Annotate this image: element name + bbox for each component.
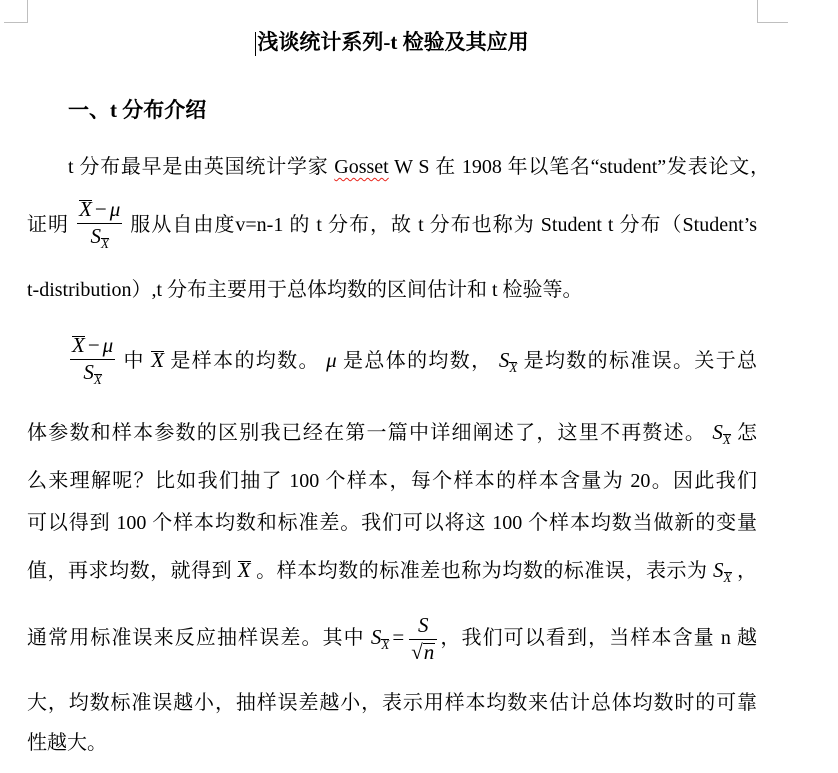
mu-symbol: μ xyxy=(109,196,121,221)
fraction-t-statistic xyxy=(77,198,122,255)
subscript-sample-mean: X xyxy=(723,570,732,585)
minus-sign: − xyxy=(87,332,100,357)
fraction-t-statistic xyxy=(70,334,115,390)
sample-mean-symbol: X xyxy=(79,196,92,221)
line-text: 性越大。 xyxy=(27,732,107,754)
minus-sign: − xyxy=(94,196,107,221)
document-title-text: 浅谈统计系列-t 检验及其应用 xyxy=(257,30,529,54)
subscript-sample-mean: X xyxy=(509,360,518,375)
line-text: ， xyxy=(731,560,757,582)
crop-mark-top-left-horizontal xyxy=(4,22,28,23)
crop-mark-top-left-vertical xyxy=(27,0,28,22)
subscript-sample-mean: X xyxy=(93,371,102,387)
line-text: 是样本的均数。 xyxy=(164,350,327,372)
line-text: 么来理解呢？比如我们抽了 100 个样本，每个样本的样本含量为 20。因此我们 xyxy=(27,470,757,492)
sample-size-symbol: n xyxy=(423,640,435,665)
std-error-symbol: S xyxy=(370,625,382,649)
std-error-subscript xyxy=(723,432,731,447)
std-error-subscript xyxy=(94,372,102,387)
paragraph-1-line-2[interactable] xyxy=(27,195,757,255)
line-text: 体参数和样本参数的区别我已经在第一篇中详细阐述了，这里不再赘述。 xyxy=(27,422,713,444)
paragraph-2-line-2[interactable] xyxy=(27,412,757,452)
paragraph-2-line-5[interactable] xyxy=(27,550,757,590)
subscript-sample-mean: X xyxy=(722,432,731,447)
std-error-subscript xyxy=(724,570,732,585)
sample-mean-symbol: X xyxy=(72,332,85,357)
section-heading-text: 一、t 分布介绍 xyxy=(68,98,207,122)
line-text: 证明 xyxy=(27,214,76,236)
paragraph-2-line-4[interactable] xyxy=(27,503,757,543)
line-text: 中 xyxy=(117,350,152,372)
paragraph-2-line-6[interactable] xyxy=(27,607,757,667)
paragraph-2-line-8[interactable] xyxy=(27,723,757,763)
line-text: 怎 xyxy=(730,422,757,444)
sample-mean-symbol: X xyxy=(237,558,251,582)
fraction-numerator xyxy=(70,334,115,359)
fraction-denominator xyxy=(409,639,437,664)
line-text: 是总体的均数， xyxy=(336,350,499,372)
mu-symbol: μ xyxy=(102,332,114,357)
line-text: 。样本均数的标准差也称为均数的标准误，表示为 xyxy=(250,560,714,582)
crop-mark-top-right-vertical xyxy=(757,0,758,22)
mu-symbol: μ xyxy=(326,348,337,372)
line-text: t 分布最早是由英国统计学家 xyxy=(68,156,335,178)
std-error-symbol: S xyxy=(498,348,510,372)
std-error-symbol: S xyxy=(83,359,94,384)
std-error-subscript xyxy=(381,637,389,652)
subscript-sample-mean: X xyxy=(381,637,390,652)
paragraph-2-line-1[interactable] xyxy=(68,330,757,390)
paragraph-1-line-1[interactable] xyxy=(68,147,770,187)
sample-mean-symbol: X xyxy=(151,348,165,372)
line-text: 是均数的标准误。关于总 xyxy=(517,350,757,372)
equals-sign: = xyxy=(392,625,405,649)
paragraph-2-line-3[interactable] xyxy=(27,461,757,501)
paragraph-1-line-3[interactable] xyxy=(27,270,757,310)
fraction-numerator xyxy=(77,198,122,223)
fraction-denominator xyxy=(77,223,122,255)
line-text: t-distribution）,t 分布主要用于总体均数的区间估计和 t 检验等。 xyxy=(27,279,583,301)
subscript-sample-mean: X xyxy=(100,235,109,251)
line-text: 可以得到 100 个样本均数和标准差。我们可以将这 100 个样本均数当做新的变量 xyxy=(27,512,757,534)
std-error-symbol: S xyxy=(90,223,101,248)
document-title[interactable] xyxy=(27,22,757,62)
line-text: W S 在 1908 年以笔名“student”发表论文， xyxy=(388,156,770,178)
std-dev-symbol: S xyxy=(417,613,429,638)
std-error-symbol: S xyxy=(712,420,723,444)
std-error-subscript xyxy=(101,236,109,251)
line-text: ，我们可以看到，当样本含量 n 越 xyxy=(439,627,757,649)
fraction-numerator xyxy=(409,614,437,639)
paragraph-2-line-7[interactable] xyxy=(27,683,757,723)
line-text: 通常用标准误来反应抽样误差。其中 xyxy=(27,627,371,649)
radical-sign: √ xyxy=(411,640,423,665)
section-heading[interactable] xyxy=(68,90,757,130)
line-text: 大，均数标准误越小，抽样误差越小，表示用样本均数来估计总体均数时的可靠 xyxy=(27,692,757,714)
fraction-denominator xyxy=(70,359,115,390)
fraction-standard-error xyxy=(409,614,437,664)
std-error-symbol: S xyxy=(713,558,724,582)
line-text: 值，再求均数，就得到 xyxy=(27,560,238,582)
line-text: 服从自由度v=n-1 的 t 分布，故 t 分布也称为 Student t 分布（Student’s xyxy=(124,214,757,236)
misspelled-word[interactable]: Gosset xyxy=(334,156,389,178)
crop-mark-top-right-horizontal xyxy=(757,22,788,23)
